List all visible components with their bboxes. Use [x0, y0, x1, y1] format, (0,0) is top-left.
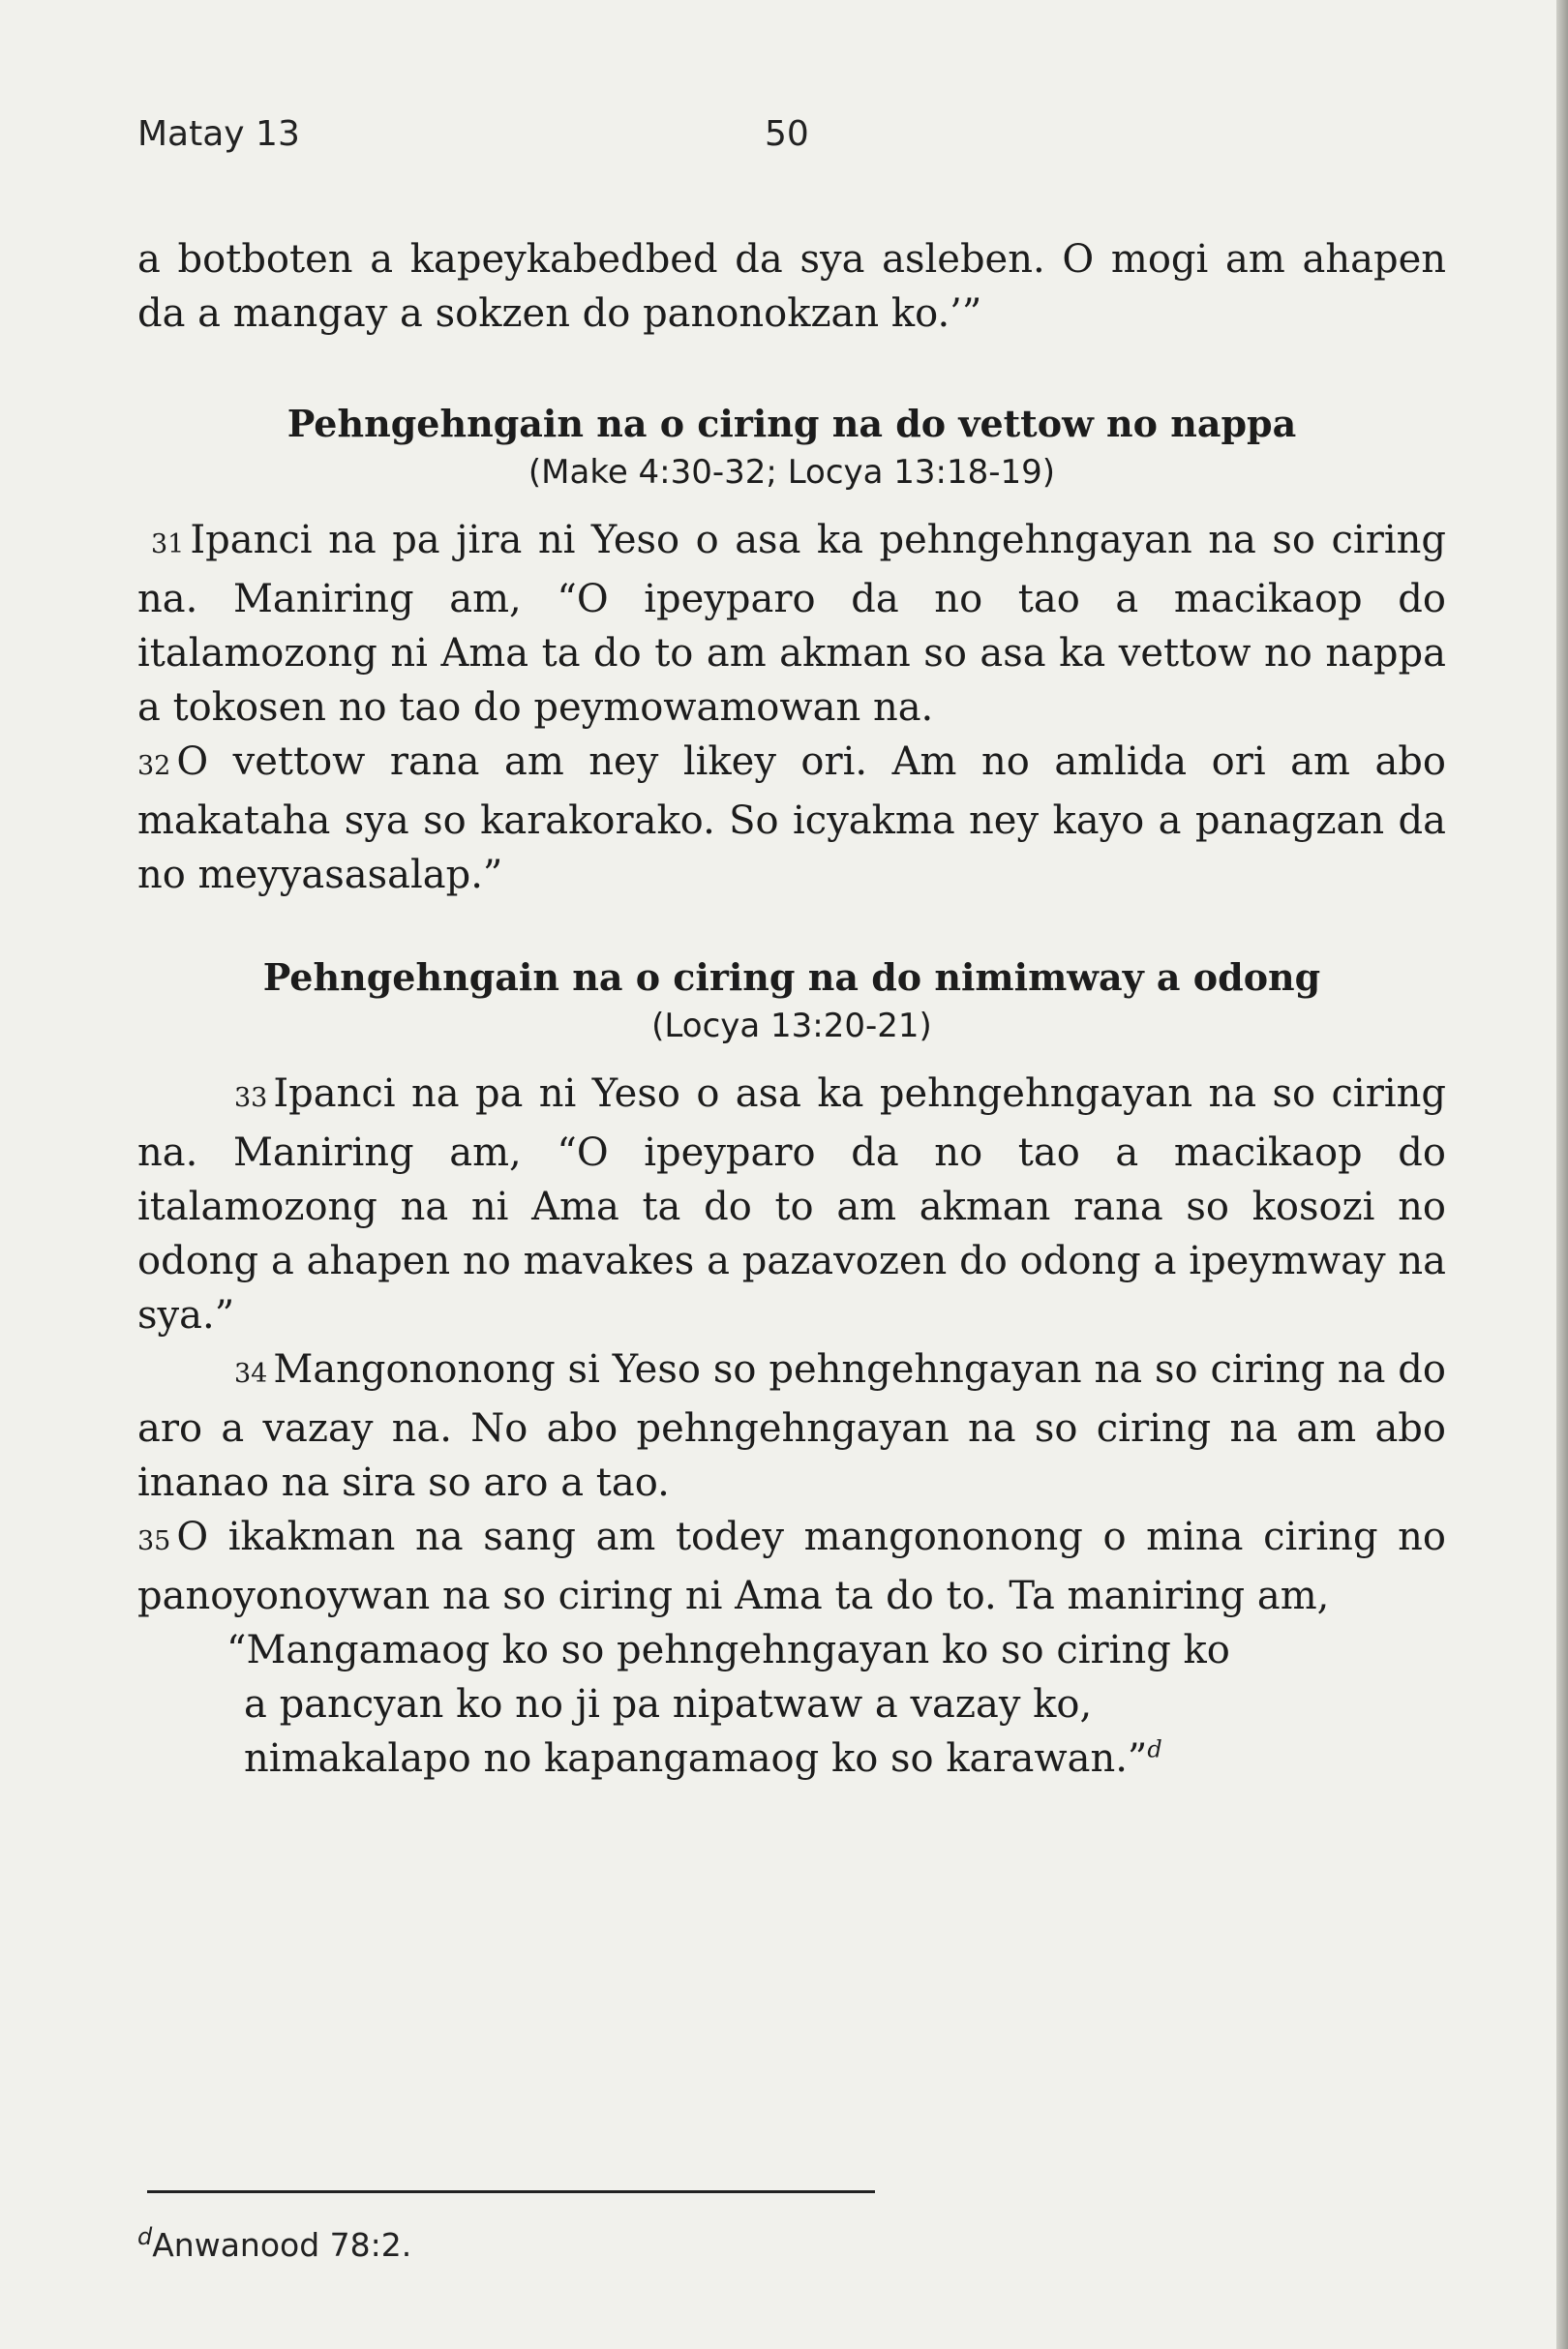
poetry-quote: [137, 1623, 1446, 1786]
section-heading-1: Pehngehngain na o ciring na do vettow no nappa: [286, 402, 1297, 445]
footnote-divider: [147, 2190, 875, 2193]
verse-text: Mangononong si Yeso so pehngehngayan na so ciring na do aro a vazay na. No abo pehngehngayan na so ciring na am abo inanao na sira so aro a tao.: [137, 1347, 1446, 1505]
quote-line: a pancyan ko no ji pa nipatwaw a vazay ko,: [244, 1682, 1093, 1727]
running-header-book: Matay 13: [137, 114, 300, 154]
verse-number: 31: [151, 529, 185, 559]
verse-text: Ipanci na pa ni Yeso o asa ka pehngehngayan na so ciring na. Maniring am, “O ipeyparo da no tao a macikaop do italamozong na ni Ama ta do to am akman rana so kosozi no odong a ahapen no mavakes a pazavozen do odong a ipeymway na sya.”: [137, 1071, 1446, 1338]
page-body: [137, 232, 1446, 1786]
verse-number: 34: [234, 1359, 268, 1389]
quote-line-text: nimakalapo no kapangamaog ko so karawan.”: [244, 1736, 1148, 1781]
footnote-text: Anwanood 78:2.: [152, 2226, 412, 2264]
verse-33: [137, 1067, 1446, 1342]
page-edge-shadow: [1556, 0, 1568, 2349]
verse-text: O vettow rana am ney likey ori. Am no amlida ori am abo makataha sya so karakorako. So icyakma ney kayo a panagzan da no meyyasasalap.”: [137, 739, 1446, 897]
verse-31: [137, 513, 1446, 735]
verse-text: Ipanci na pa jira ni Yeso o asa ka pehngehngayan na so ciring na. Maniring am, “O ipeyparo da no tao a macikaop do italamozong ni Ama ta do to am akman so asa ka vettow no nappa a tokosen no tao do peymowamowan na.: [137, 518, 1446, 730]
footnote-mark: d: [137, 2223, 153, 2250]
section-heading-2: Pehngehngain na o ciring na do nimimway a odong: [262, 955, 1321, 999]
footnote: [137, 2223, 412, 2264]
verse-text: O ikakman na sang am todey mangononong o mina ciring no panoyonoywan na so ciring ni Ama ta do to. Ta maniring am,: [137, 1515, 1446, 1618]
verse-32: [137, 735, 1446, 902]
quote-line: [244, 1732, 1446, 1786]
section-reference-2: (Locya 13:20-21): [651, 1007, 932, 1045]
verse-34: [137, 1342, 1446, 1510]
intro-paragraph: a botboten a kapeykabedbed da sya asleben. O mogi am ahapen da a mangay a sokzen do panonokzan ko.’”: [137, 237, 1446, 336]
section-reference-1: (Make 4:30-32; Locya 13:18-19): [528, 453, 1056, 492]
verse-number: 35: [137, 1526, 171, 1556]
verse-number: 33: [234, 1083, 268, 1113]
verse-35: [137, 1510, 1446, 1623]
page-number: 50: [765, 114, 809, 154]
verse-number: 32: [137, 751, 171, 781]
footnote-marker: d: [1147, 1735, 1162, 1763]
quote-line: “Mangamaog ko so pehngehngayan ko so ciring ko: [226, 1628, 1230, 1672]
